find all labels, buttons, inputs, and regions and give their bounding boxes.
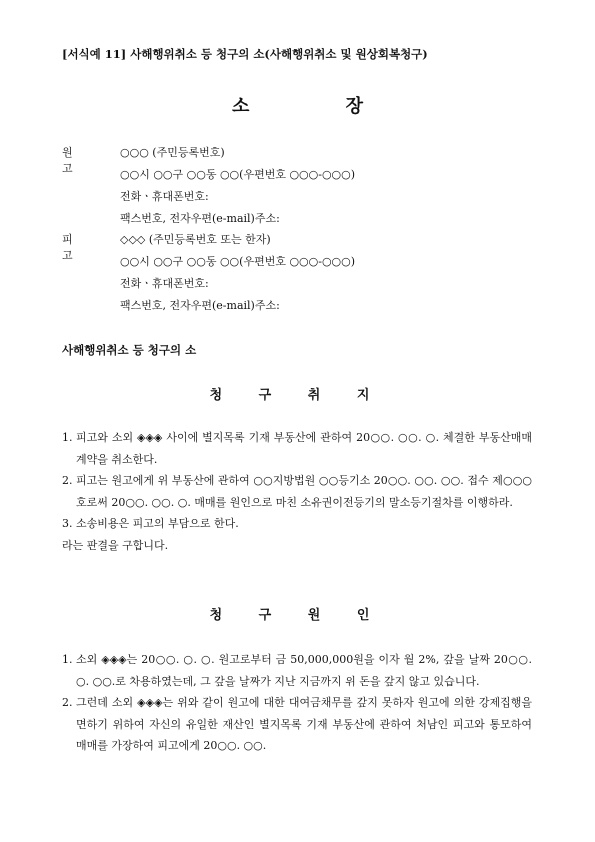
item-text: 그런데 소외 ◈◈◈는 위와 같이 원고에 대한 대여금채무를 갚지 못하자 원고에 의한 강제집행을 면하기 위하여 자신의 유일한 재산인 별지목록 기재 부동산에 관하여 처남인 피고와 통모하여 매매를 가장하여 피고에게 20○○. ○○. <box>76 696 532 752</box>
item-number: 1. <box>62 653 73 666</box>
defendant-phone: 전화ㆍ휴대폰번호: <box>120 277 209 290</box>
plaintiff-address: ○○시 ○○구 ○○동 ○○(우편번호 ○○○-○○○) <box>120 168 356 181</box>
defendant-name: ◇◇◇ (주민등록번호 또는 한자) <box>120 233 271 246</box>
item-text: 소송비용은 피고의 부담으로 한다. <box>76 517 239 530</box>
document-title: 소 장 <box>231 96 364 117</box>
item-number: 1. <box>62 431 73 444</box>
claim-cause-title: 청 구 원 인 <box>209 608 386 623</box>
list-item <box>62 692 532 757</box>
item-number: 3. <box>62 517 73 530</box>
list-item <box>62 427 532 470</box>
item-text: 피고는 원고에게 위 부동산에 관하여 ○○지방법원 ○○등기소 20○○. ○○. ○○. 접수 제○○○호로써 20○○. ○○. ○. 매매를 원인으로 마친 소유권이전등기의 말소등기절차를 이행하라. <box>76 474 532 509</box>
closing-line: 라는 판결을 구합니다. <box>62 538 169 552</box>
item-number: 2. <box>62 696 73 709</box>
defendant-role: 피 고 <box>62 233 86 262</box>
case-subject: 사해행위취소 등 청구의 소 <box>62 343 197 357</box>
item-number: 2. <box>62 474 73 487</box>
defendant-fax-email: 팩스번호, 전자우편(e-mail)주소: <box>120 299 280 312</box>
item-text: 소외 ◈◈◈는 20○○. ○. ○. 원고로부터 금 50,000,000원을 이자 월 2%, 갚을 날짜 20○○. ○. ○○.로 차용하였는데, 그 갚을 날짜가 지난 지금까지 위 돈을 갚지 않고 있습니다. <box>76 653 532 688</box>
list-item <box>62 649 532 692</box>
claim-purpose-title: 청 구 취 지 <box>209 388 386 403</box>
plaintiff-fax-email: 팩스번호, 전자우편(e-mail)주소: <box>120 212 280 225</box>
plaintiff-role: 원 고 <box>62 146 86 175</box>
defendant-address: ○○시 ○○구 ○○동 ○○(우편번호 ○○○-○○○) <box>120 255 356 268</box>
plaintiff-phone: 전화ㆍ휴대폰번호: <box>120 190 209 203</box>
plaintiff-name: ○○○ (주민등록번호) <box>120 146 225 159</box>
form-heading: [서식예 11] 사해행위취소 등 청구의 소(사해행위취소 및 원상회복청구) <box>62 47 428 61</box>
list-item <box>62 470 532 513</box>
claim-cause-list <box>62 649 532 757</box>
item-text: 피고와 소외 ◈◈◈ 사이에 별지목록 기재 부동산에 관하여 20○○. ○○. ○. 체결한 부동산매매계약을 취소한다. <box>76 431 532 466</box>
claim-purpose-list <box>62 427 532 556</box>
list-item <box>62 513 532 535</box>
